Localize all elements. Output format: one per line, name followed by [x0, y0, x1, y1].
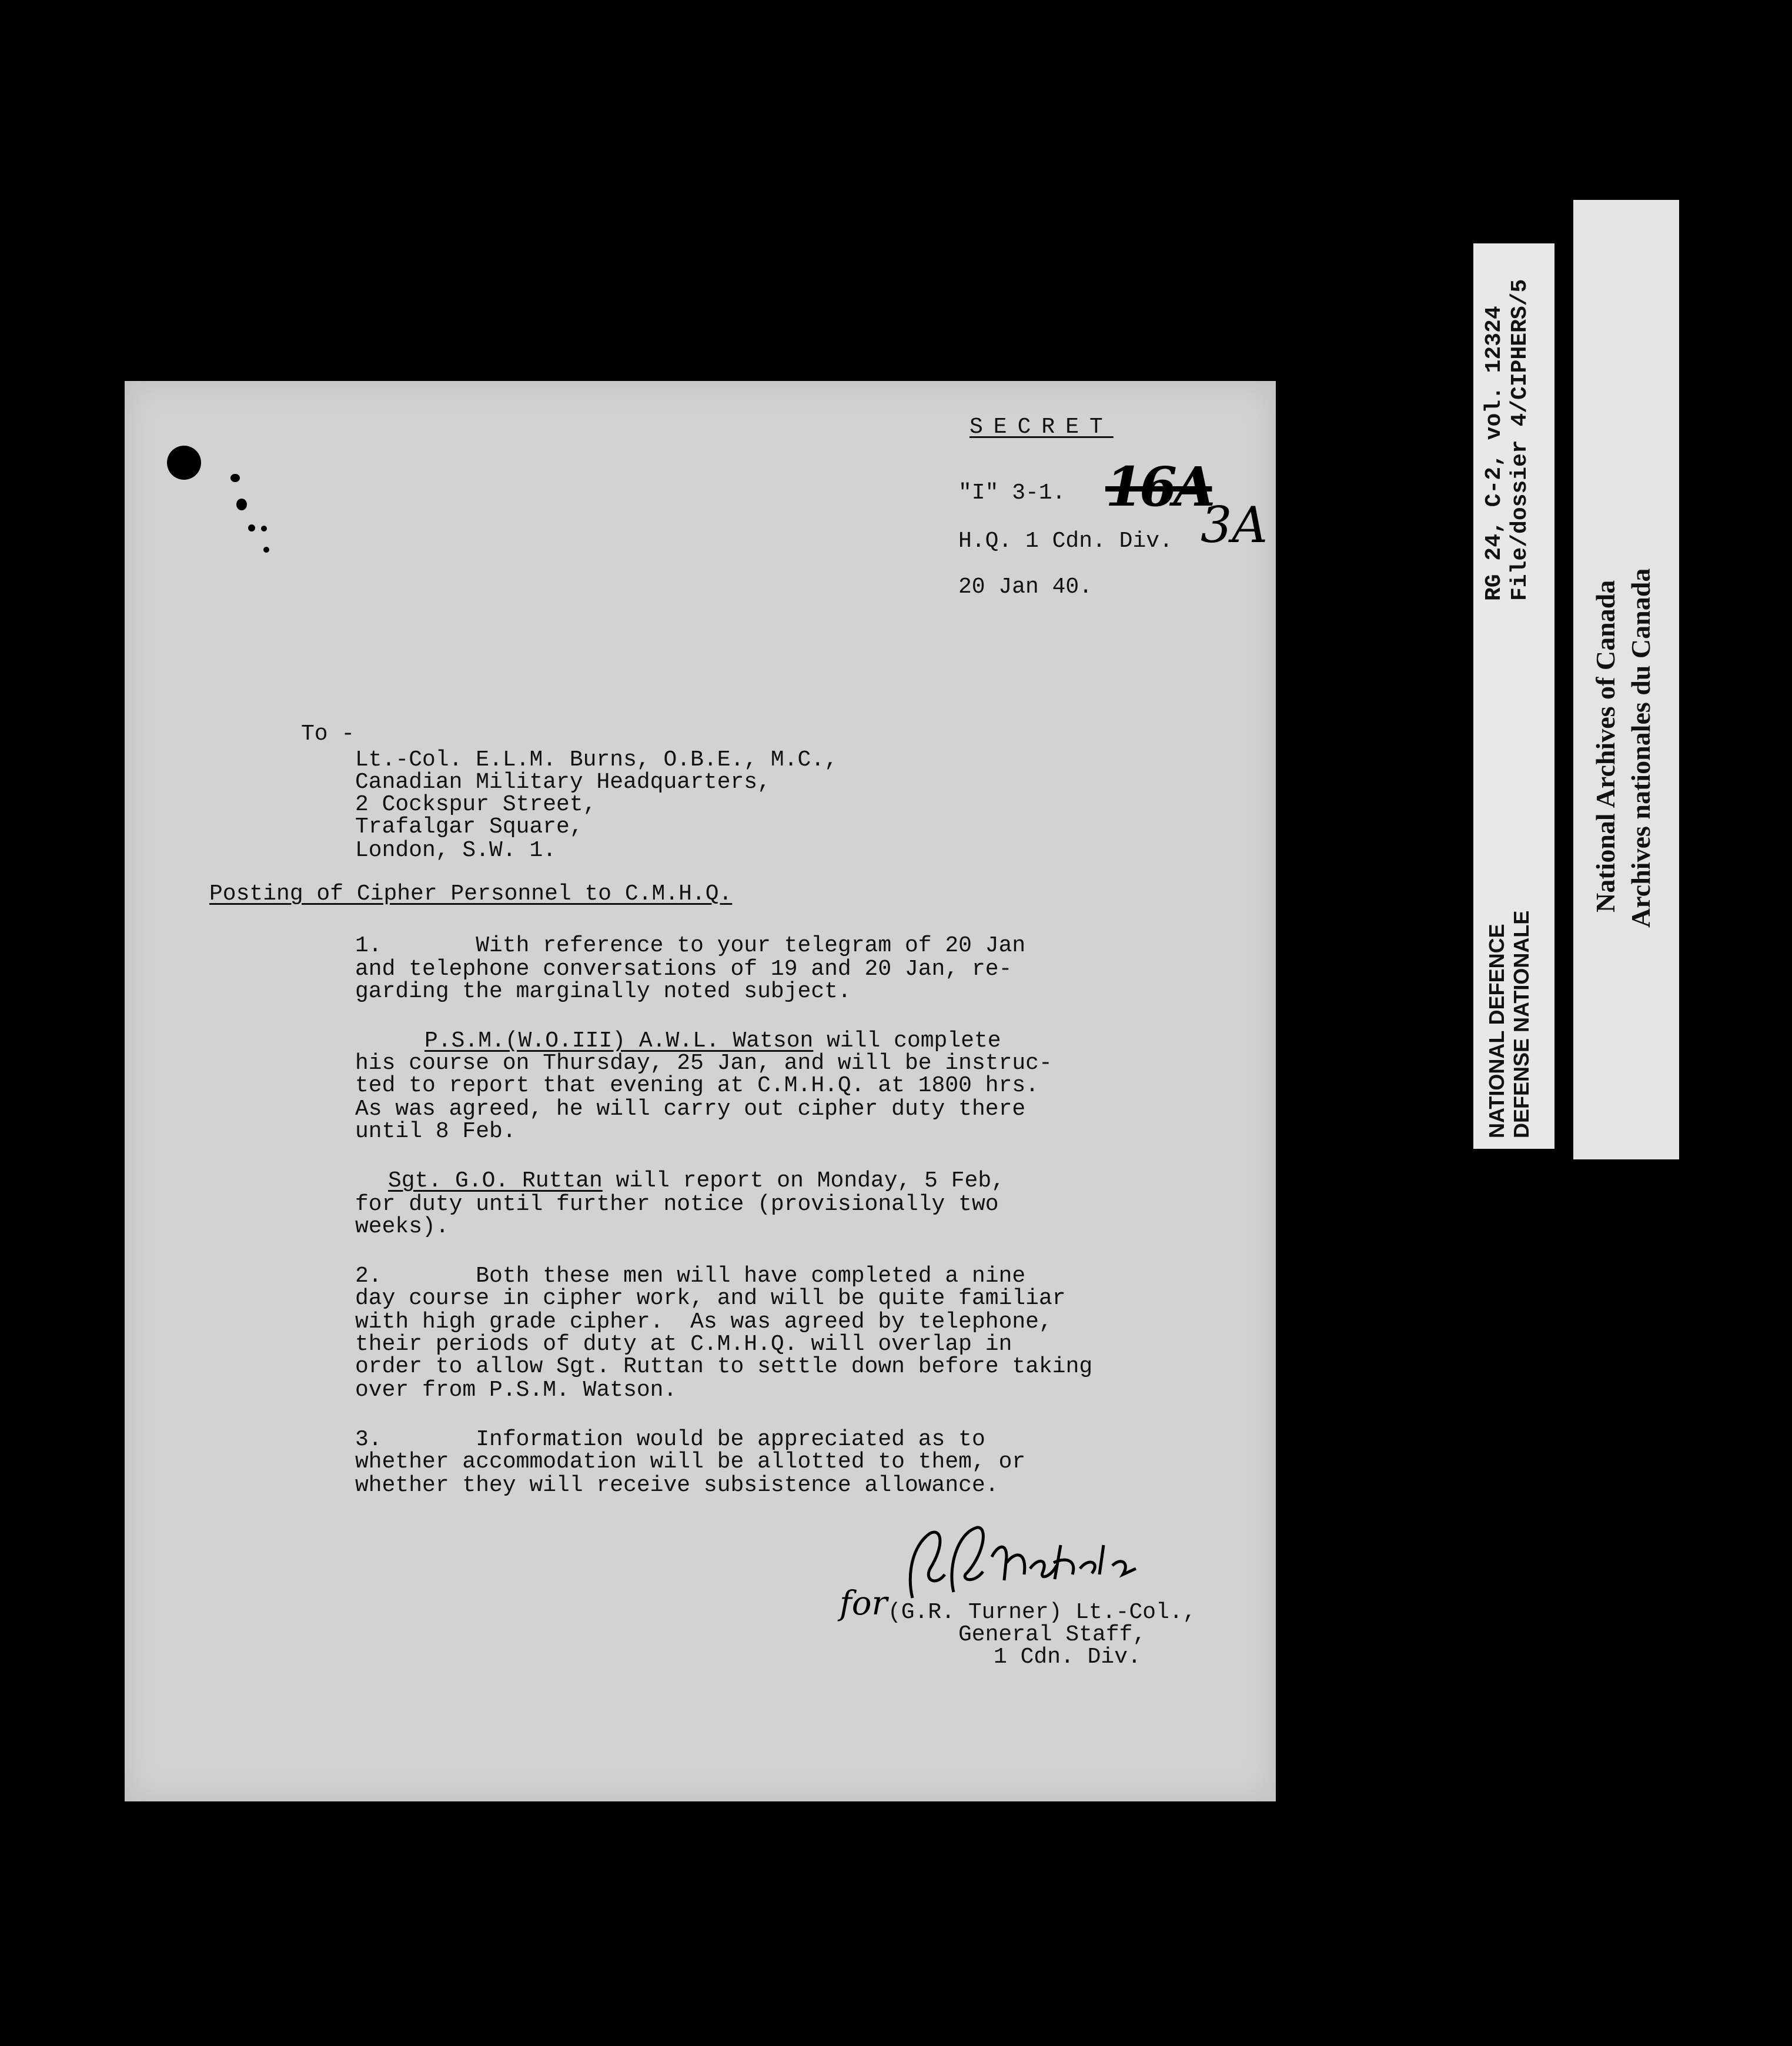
paragraph-2-line: 2. Both these men will have completed a nine [355, 1263, 1026, 1289]
paragraph-1-line: 1. With reference to your telegram of 20 Jan [355, 933, 1026, 958]
signature-for: for [840, 1584, 888, 1623]
archive-reference-strip [1473, 243, 1554, 1149]
subject-line: Posting of Cipher Personnel to C.M.H.Q. [209, 881, 733, 907]
punch-mark [263, 547, 269, 553]
addressee-line: Lt.-Col. E.L.M. Burns, O.B.E., M.C., [355, 747, 838, 773]
watson-line: until 8 Feb. [355, 1119, 516, 1144]
paragraph-3-line: 3. Information would be appreciated as to [355, 1427, 985, 1452]
archives-line: National Archives of Canada [1590, 580, 1620, 912]
ruttan-line: for duty until further notice (provisionally two [355, 1192, 999, 1217]
paragraph-3-line: whether they will receive subsistence allowance. [355, 1473, 999, 1498]
punch-mark [261, 526, 267, 531]
ruttan-first-line [388, 1169, 1005, 1194]
watson-line: his course on Thursday, 25 Jan, and will be instruc- [355, 1051, 1052, 1076]
paragraph-2-line: order to allow Sgt. Ruttan to settle down before taking [355, 1354, 1093, 1379]
punch-mark [236, 499, 247, 510]
letter-date: 20 Jan 40. [958, 574, 1093, 600]
to-label: To - [301, 721, 355, 747]
file-reference: "I" 3-1. [958, 480, 1066, 506]
signature-block-line: (G.R. Turner) Lt.-Col., [888, 1600, 1196, 1625]
signature-block-line: General Staff, [958, 1622, 1146, 1647]
paragraph-1-line: and telephone conversations of 19 and 20 Jan, re- [355, 957, 1012, 982]
ruttan-name: Sgt. G.O. Ruttan [388, 1168, 603, 1194]
department-line: DEFENSE NATIONALE [1509, 910, 1533, 1138]
archive-reference-line: RG 24, C-2, vol. 12324 [1482, 306, 1507, 601]
watson-first-line [424, 1029, 1001, 1054]
classification-marking: SECRET [969, 414, 1114, 440]
paragraph-3-line: whether accommodation will be allotted to them, or [355, 1449, 1026, 1475]
watson-name: P.S.M.(W.O.III) A.W.L. Watson [424, 1028, 814, 1054]
headquarters: H.Q. 1 Cdn. Div. [958, 529, 1173, 554]
ruttan-line: weeks). [355, 1214, 449, 1239]
archives-line: Archives nationales du Canada [1626, 568, 1656, 928]
addressee-line: 2 Cockspur Street, [355, 792, 597, 817]
watson-line: ted to report that evening at C.M.H.Q. at 1800 hrs. [355, 1073, 1039, 1098]
paragraph-2-line: day course in cipher work, and will be quite familiar [355, 1286, 1066, 1311]
ruttan-rest: will report on Monday, 5 Feb, [602, 1168, 1005, 1194]
signature-block-line: 1 Cdn. Div. [994, 1644, 1141, 1670]
paragraph-2-line: their periods of duty at C.M.H.Q. will overlap in [355, 1332, 1012, 1357]
punch-mark [248, 524, 255, 531]
addressee-line: Canadian Military Headquarters, [355, 770, 771, 795]
punch-mark [230, 474, 240, 482]
archives-canada-strip [1573, 200, 1679, 1159]
paragraph-2-line: over from P.S.M. Watson. [355, 1378, 677, 1403]
watson-rest: will complete [813, 1028, 1001, 1054]
department-line: NATIONAL DEFENCE [1485, 924, 1509, 1138]
archive-reference-line: File/dossier 4/CIPHERS/5 [1507, 279, 1533, 601]
handwritten-strikeout: 16A [1105, 455, 1212, 519]
watson-line: As was agreed, he will carry out cipher duty there [355, 1096, 1026, 1122]
punch-hole [167, 446, 201, 480]
addressee-line: London, S.W. 1. [355, 838, 557, 863]
handwritten-folio-number: 3A [1201, 496, 1268, 554]
document-page [125, 381, 1276, 1801]
paragraph-2-line: with high grade cipher. As was agreed by telephone, [355, 1309, 1052, 1335]
addressee-line: Trafalgar Square, [355, 814, 583, 840]
paragraph-1-line: garding the marginally noted subject. [355, 979, 851, 1004]
